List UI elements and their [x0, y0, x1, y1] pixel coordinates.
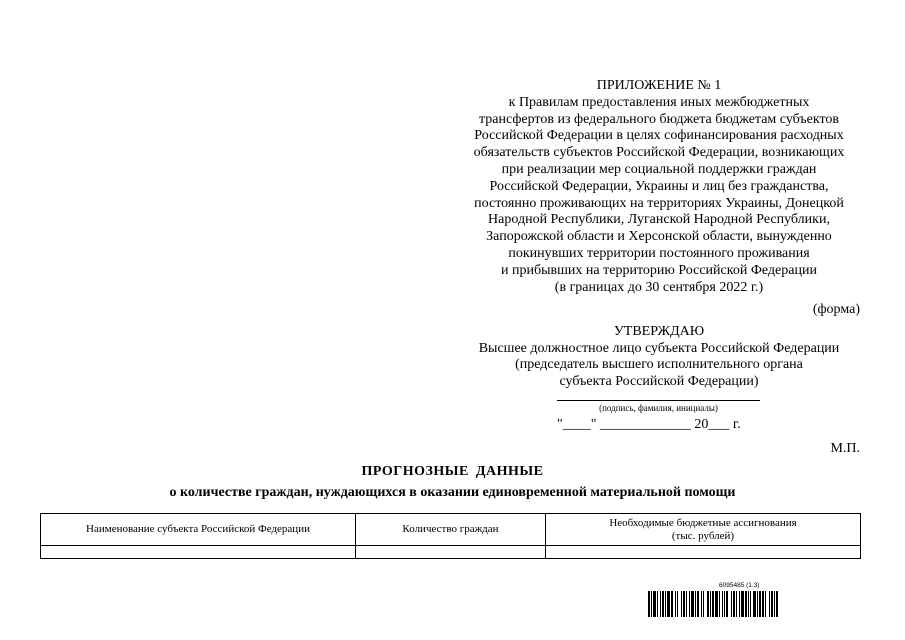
approval-line: Высшее должностное лицо субъекта Российской Федерации [478, 340, 840, 356]
appendix-line: к Правилам предоставления иных межбюджетных [508, 94, 810, 110]
appendix-block [438, 78, 880, 296]
table-cell[interactable] [546, 546, 861, 559]
date-line: "____" _____________ 20___ г. [557, 417, 741, 432]
barcode-image [648, 591, 859, 617]
signature-caption: (подпись, фамилия, инициалы) [599, 403, 718, 413]
table-cell[interactable] [356, 546, 546, 559]
approval-line: субъекта Российской Федерации) [559, 373, 759, 389]
appendix-line: при реализации мер социальной поддержки граждан [501, 161, 817, 177]
signature-line [557, 400, 760, 401]
data-table [40, 513, 861, 559]
appendix-line: Российской Федерации, Украины и лиц без гражданства, [489, 178, 829, 194]
approval-line: (председатель высшего исполнительного органа [515, 357, 803, 373]
approval-block [440, 324, 878, 390]
appendix-title: ПРИЛОЖЕНИЕ № 1 [596, 78, 722, 93]
appendix-line: и прибывших на территорию Российской Федерации [501, 262, 817, 278]
appendix-line: постоянно проживающих на территориях Украины, Донецкой [474, 195, 844, 211]
table-header-row [41, 514, 861, 546]
approve-title: УТВЕРЖДАЮ [613, 324, 705, 339]
appendix-line: покинувших территории постоянного проживания [508, 245, 810, 261]
barcode-block [648, 582, 859, 617]
seal-mark: М.П. [830, 441, 860, 456]
form-label: (форма) [812, 302, 860, 317]
column-header-budget-label: Необходимые бюджетные ассигнования [609, 516, 797, 529]
document-heading: ПРОГНОЗНЫЕ ДАННЫЕ [361, 464, 544, 479]
barcode-number: 6095485 (1.3) [719, 582, 760, 589]
column-header-subject: Наименование субъекта Российской Федерации [41, 514, 356, 546]
appendix-line: (в границах до 30 сентября 2022 г.) [554, 279, 764, 295]
appendix-line: трансфертов из федерального бюджета бюджетам субъектов [478, 111, 840, 127]
appendix-line: Запорожской области и Херсонской области, вынужденно [486, 229, 832, 245]
column-header-citizens: Количество граждан [356, 514, 546, 546]
table-cell[interactable] [41, 546, 356, 559]
appendix-line: обязательств субъектов Российской Федерации, возникающих [473, 145, 845, 161]
appendix-line: Народной Республики, Луганской Народной Республики, [488, 212, 830, 228]
document-subheading: о количестве граждан, нуждающихся в оказании единовременной материальной помощи [169, 485, 736, 500]
column-header-budget [546, 514, 861, 546]
appendix-line: Российской Федерации в целях софинансирования расходных [474, 128, 844, 144]
column-header-budget-units: (тыс. рублей) [671, 529, 735, 542]
table-row [41, 546, 861, 559]
